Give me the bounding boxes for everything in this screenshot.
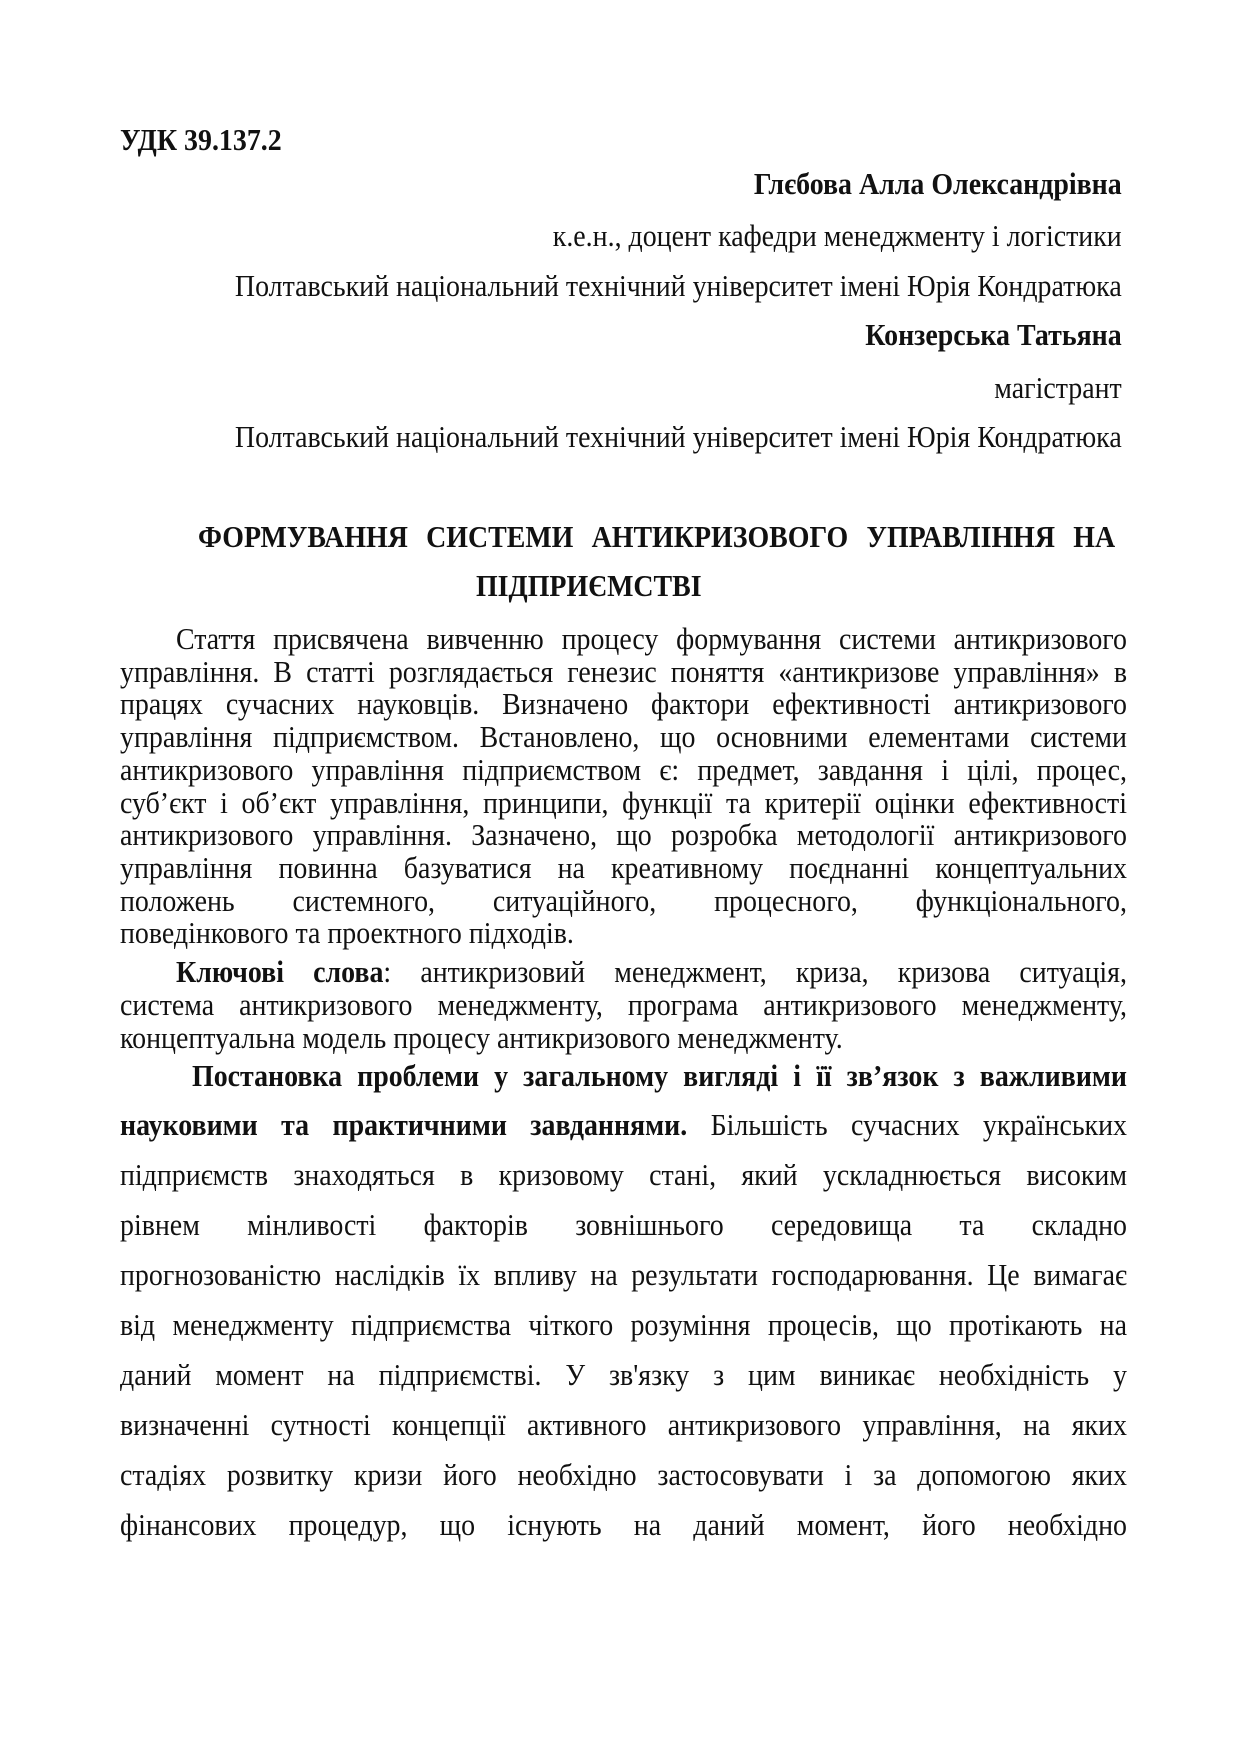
text: визначенні сутності концепції активного антикризового управління, на яких [120, 1407, 1127, 1442]
text: від менеджменту підприємства чіткого розуміння процесів, що протікають на [120, 1307, 1127, 1342]
udk-code: УДК 39.137.2 [120, 122, 282, 157]
section-line [120, 1405, 1127, 1445]
author2-affiliation: Полтавський національний технічний університет імені Юрія Кондратюка [234, 419, 1122, 454]
text: антикризового управління підприємством є: предмет, завдання і цілі, процес, [120, 751, 1127, 787]
author1-name: Глєбова Алла Олександрівна [753, 166, 1122, 201]
abstract-line [120, 913, 1127, 953]
text: прогнозованістю наслідків їх впливу на результати господарювання. Це вимагає [120, 1257, 1127, 1292]
section-line [120, 1505, 1127, 1545]
section-line [120, 1305, 1127, 1345]
text: концептуальна модель процесу антикризового менеджменту. [120, 1020, 843, 1055]
section-line [120, 1355, 1127, 1395]
bold-text: Постановка проблеми у загальному вигляді і її зв’язок з важливими [192, 1058, 1127, 1093]
text: положень системного, ситуаційного, процесного, функціонального, [120, 882, 1127, 918]
author1-affiliation: Полтавський національний технічний університет імені Юрія Кондратюка [234, 268, 1122, 303]
author2-name: Конзерська Татьяна [865, 317, 1122, 352]
text: працях сучасних науковців. Визначено фактори ефективності антикризового [120, 686, 1127, 722]
text: система антикризового менеджменту, програма антикризового менеджменту, [120, 987, 1127, 1022]
author1-position: к.е.н., доцент кафедри менеджменту і логістики [552, 218, 1122, 253]
text: даний момент на підприємстві. У зв'язку з цим виникає необхідність у [120, 1357, 1127, 1392]
text: управління. В статті розглядається генезис поняття «антикризове управління» в [120, 653, 1127, 689]
text: : антикризовий менеджмент, криза, кризова ситуація, [383, 954, 1127, 989]
author2-position: магістрант [994, 370, 1122, 405]
bold-text: Ключові слова [176, 954, 384, 989]
text: підприємств знаходяться в кризовому стані, який ускладнюється високим [120, 1157, 1127, 1192]
bold-text: науковими та практичними завданнями. [120, 1107, 688, 1142]
section-line [120, 1255, 1127, 1295]
article-title-line1: ФОРМУВАННЯ СИСТЕМИ АНТИКРИЗОВОГО УПРАВЛІННЯ НА [198, 519, 1116, 554]
text: управління підприємством. Встановлено, що основними елементами системи [120, 719, 1127, 755]
text: рівнем мінливості факторів зовнішнього середовища та складно [120, 1207, 1127, 1242]
text: Більшість сучасних українських [687, 1107, 1127, 1142]
text: стадіях розвитку кризи його необхідно застосовувати і за допомогою яких [120, 1457, 1127, 1492]
text: Стаття присвячена вивченню процесу формування системи антикризового [176, 621, 1127, 656]
text: управління повинна базуватися на креативному поєднанні концептуальних [120, 849, 1127, 885]
section-line [120, 1155, 1127, 1195]
text: суб’єкт і об’єкт управління, принципи, функції та критерії оцінки ефективності [120, 784, 1127, 820]
section-line [120, 1205, 1127, 1245]
article-title-line2: ПІДПРИЄМСТВІ [475, 568, 702, 603]
text: антикризового управління. Зазначено, що розробка методології антикризового [120, 817, 1127, 853]
text: поведінкового та проектного підходів. [120, 915, 574, 951]
keywords-line [120, 1018, 1127, 1058]
section-heading-line [192, 1056, 1127, 1096]
text: фінансових процедур, що існують на даний момент, його необхідно [120, 1507, 1127, 1542]
section-line [120, 1455, 1127, 1495]
section-line [120, 1105, 1127, 1145]
